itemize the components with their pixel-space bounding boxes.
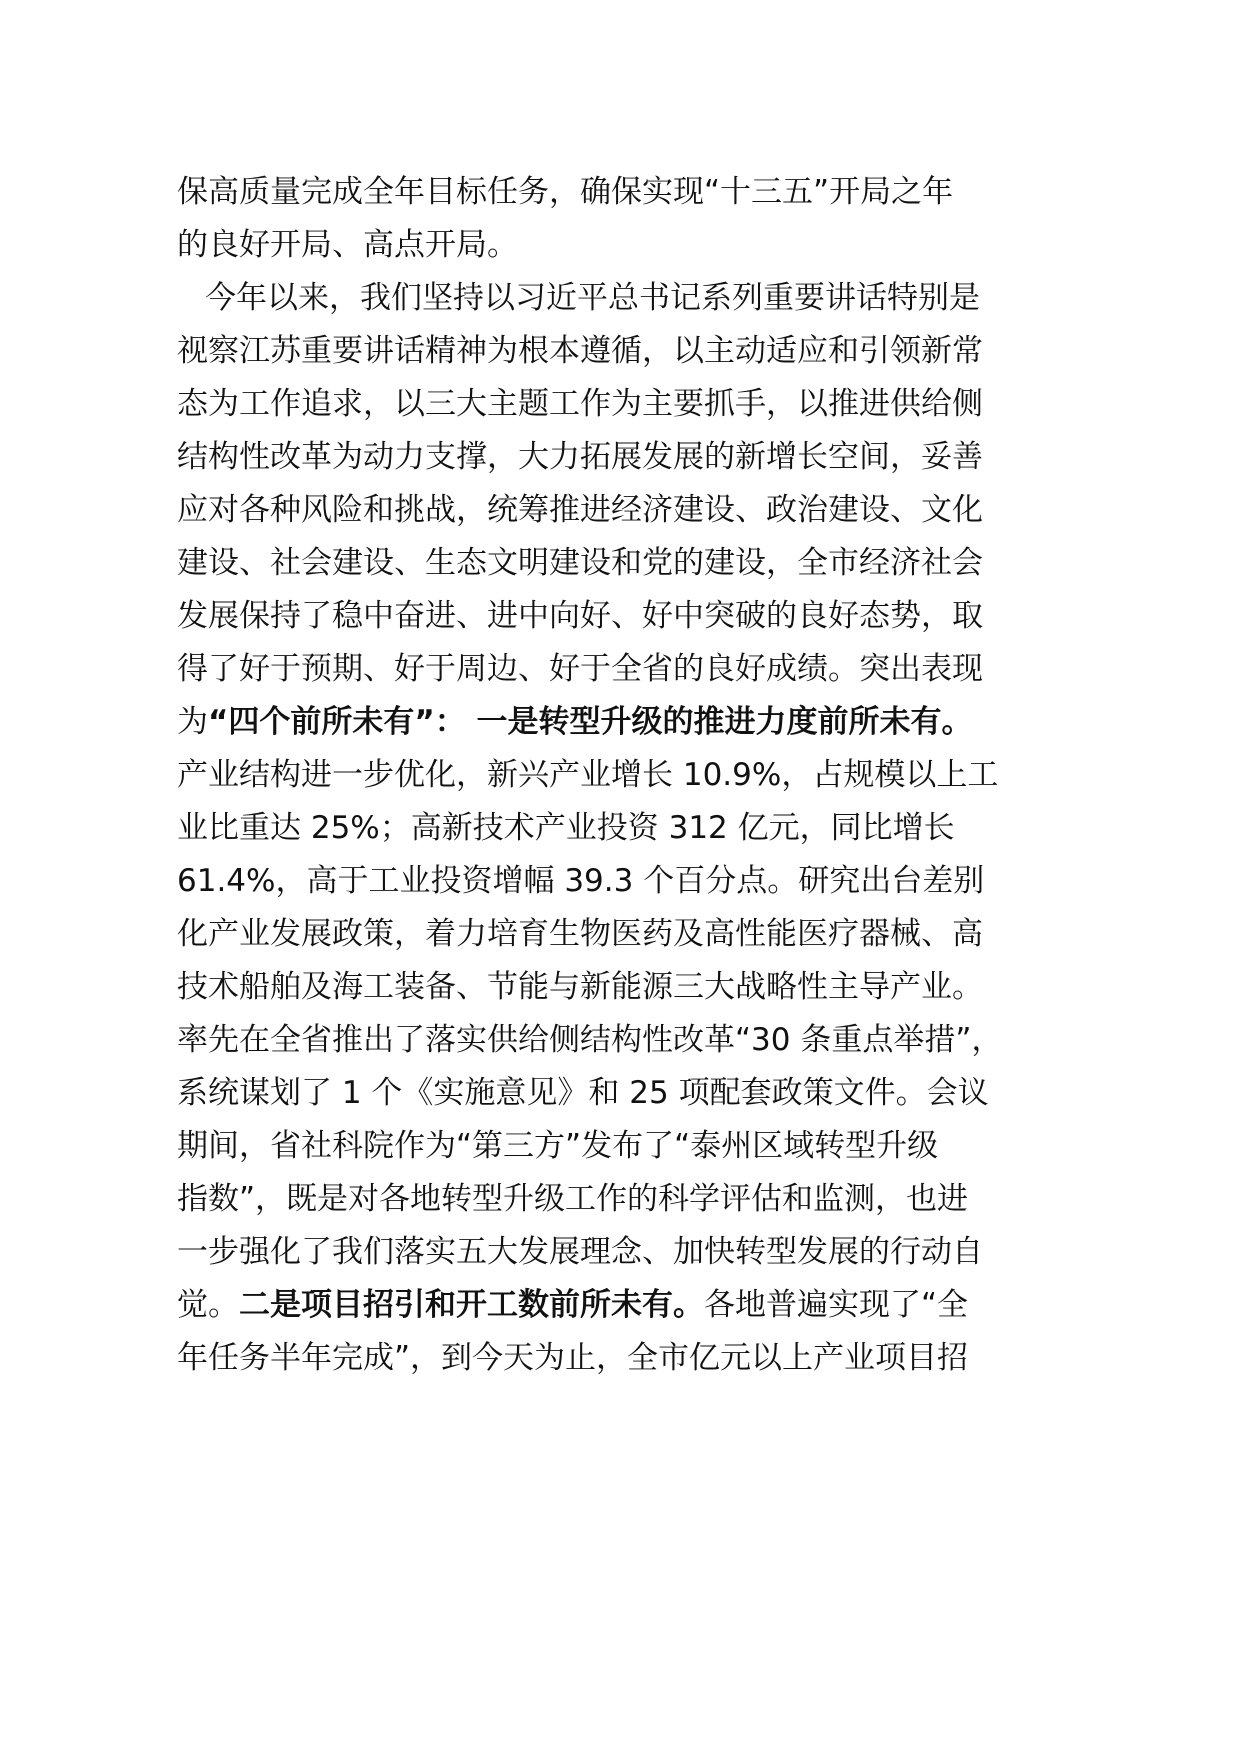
paragraph-first-line: 今年以来，我们坚持以习近平总书记系列重要讲话特别是: [205, 280, 980, 316]
text-line: 得了好于预期、好于周边、好于全省的良好成绩。突出表现: [177, 651, 983, 687]
text-line: 系统谋划了 1 个《实施意见》和 25 项配套政策文件。会议: [177, 1075, 989, 1111]
text-line: 的良好开局、高点开局。: [177, 227, 518, 263]
line-lead-text: 觉。: [177, 1287, 239, 1323]
text-line: 视察江苏重要讲话精神为根本遵循，以主动适应和引领新常: [177, 333, 983, 369]
text-line: 态为工作追求，以三大主题工作为主要抓手，以推进供给侧: [177, 386, 983, 422]
emphasis-text: “四个前所未有”： 一是转型升级的推进力度前所未有。: [208, 704, 973, 740]
text-line: 率先在全省推出了落实供给侧结构性改革“30 条重点举措”，: [177, 1022, 1003, 1058]
line-lead-text: 为: [177, 704, 208, 740]
text-line: 期间，省社科院作为“第三方”发布了“泰州区域转型升级: [177, 1128, 939, 1164]
text-line: 发展保持了稳中奋进、进中向好、好中突破的良好态势，取: [177, 598, 983, 634]
text-line: 一步强化了我们落实五大发展理念、加快转型发展的行动自: [177, 1234, 983, 1270]
text-line: 产业结构进一步优化，新兴产业增长 10.9%，占规模以上工: [177, 757, 999, 793]
text-line: 应对各种风险和挑战，统筹推进经济建设、政治建设、文化: [177, 492, 983, 528]
line-tail-text: 各地普遍实现了“全: [704, 1287, 969, 1323]
text-line: [177, 702, 973, 742]
text-line: 指数”，既是对各地转型升级工作的科学评估和监测，也进: [177, 1181, 969, 1217]
text-line: 建设、社会建设、生态文明建设和党的建设，全市经济社会: [177, 545, 983, 581]
text-line: [177, 1285, 968, 1325]
text-line: 化产业发展政策，着力培育生物医药及高性能医疗器械、高: [177, 916, 983, 952]
text-line: 保高质量完成全年目标任务，确保实现“十三五”开局之年: [177, 174, 954, 210]
emphasis-text: 二是项目招引和开工数前所未有。: [239, 1287, 704, 1323]
text-line: 技术船舶及海工装备、节能与新能源三大战略性主导产业。: [177, 969, 983, 1005]
text-line: 61.4%，高于工业投资增幅 39.3 个百分点。研究出台差别: [177, 863, 985, 899]
text-line: 年任务半年完成”，到今天为止，全市亿元以上产业项目招: [177, 1340, 969, 1376]
text-line: 结构性改革为动力支撑，大力拓展发展的新增长空间，妥善: [177, 439, 983, 475]
text-line: 业比重达 25%；高新技术产业投资 312 亿元，同比增长: [177, 810, 955, 846]
